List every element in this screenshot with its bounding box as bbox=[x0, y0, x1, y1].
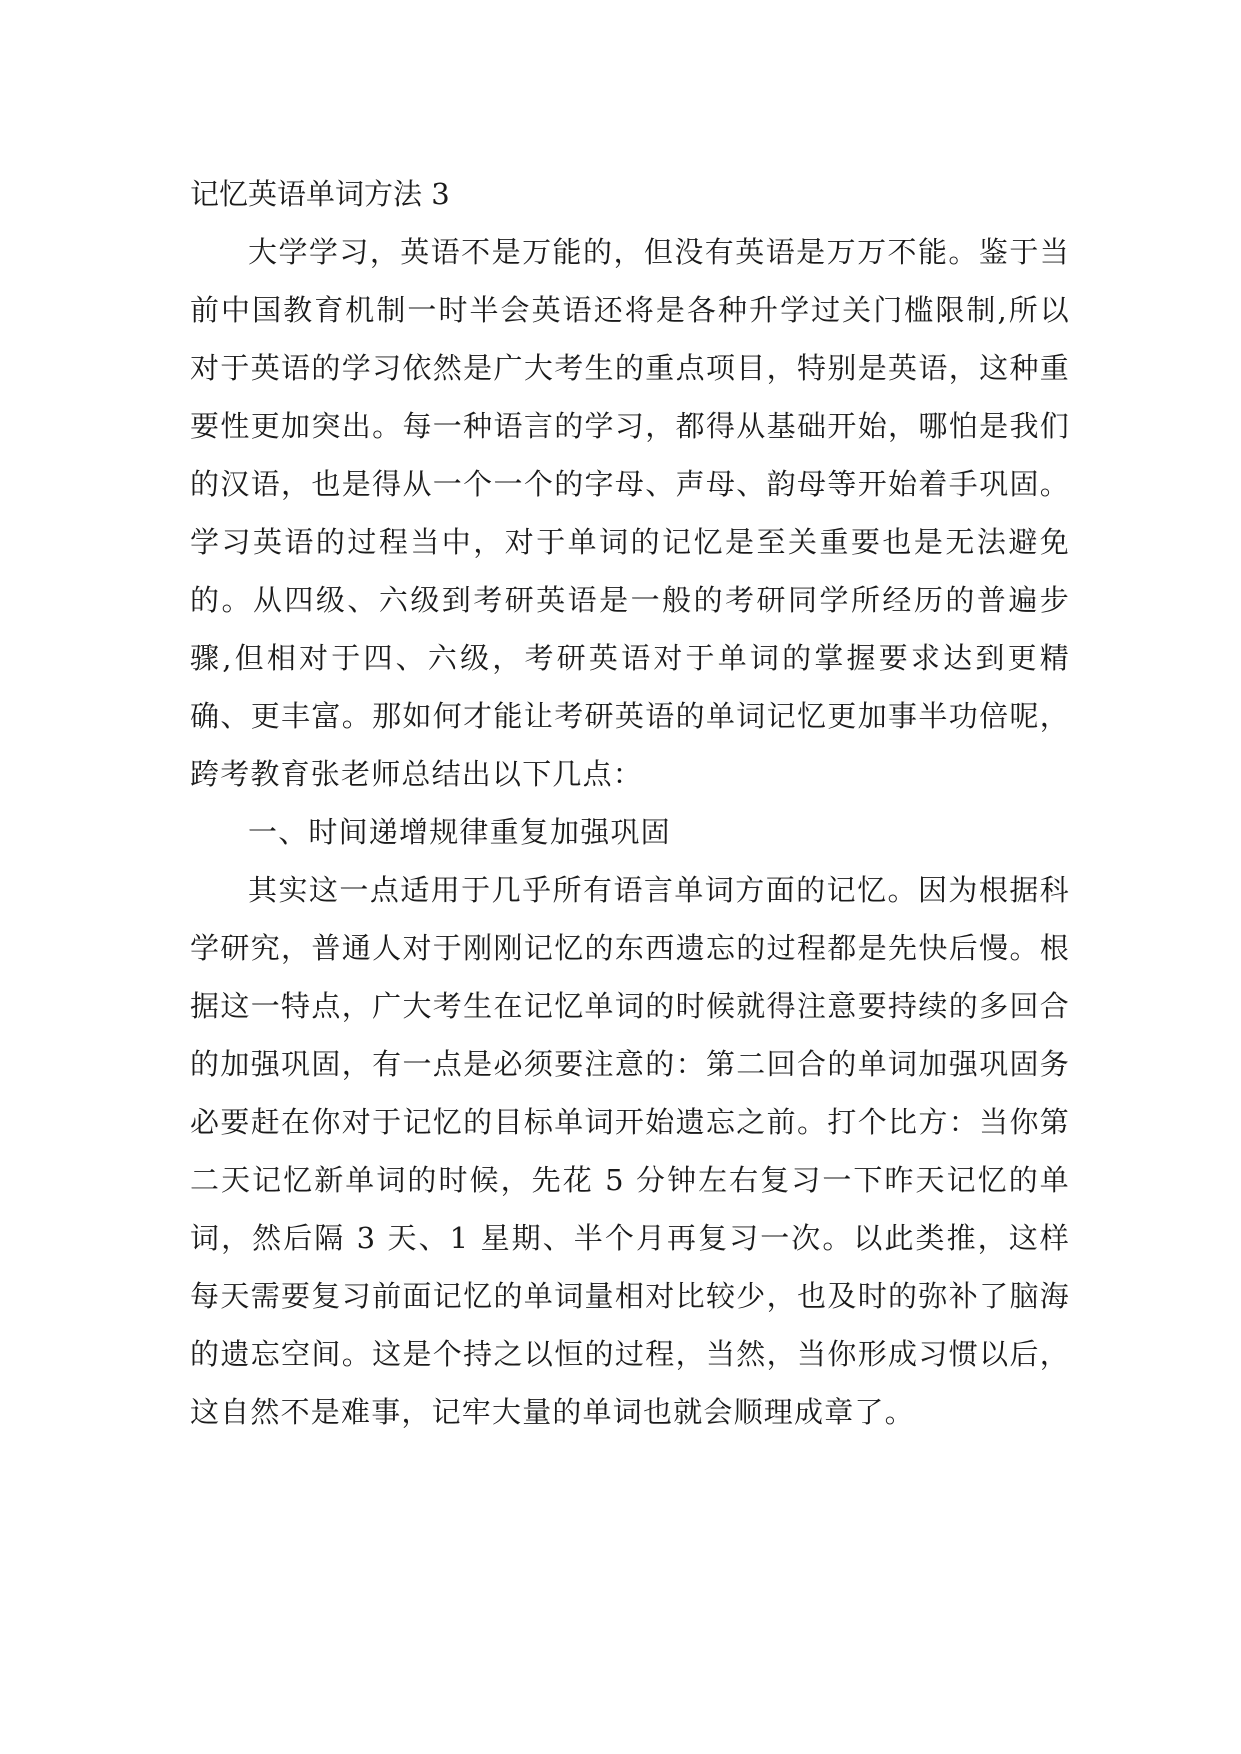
paragraph-intro: 大学学习，英语不是万能的，但没有英语是万万不能。鉴于当前中国教育机制一时半会英语还将是各种升学过关门槛限制,所以对于英语的学习依然是广大考生的重点项目，特别是英语，这种重要性更加突出。每一种语言的学习，都得从基础开始，哪怕是我们的汉语，也是得从一个一个的字母、声母、韵母等开始着手巩固。学习英语的过程当中，对于单词的记忆是至关重要也是无法避免的。从四级、六级到考研英语是一般的考研同学所经历的普遍步骤,但相对于四、六级，考研英语对于单词的掌握要求达到更精确、更丰富。那如何才能让考研英语的单词记忆更加事半功倍呢，跨考教育张老师总结出以下几点： bbox=[190, 235, 1070, 791]
document-body bbox=[190, 165, 1070, 1441]
section-heading: 一、时间递增规律重复加强巩固 bbox=[248, 815, 671, 849]
paragraph-method: 其实这一点适用于几乎所有语言单词方面的记忆。因为根据科学研究，普通人对于刚刚记忆的东西遗忘的过程都是先快后慢。根据这一特点，广大考生在记忆单词的时候就得注意要持续的多回合的加强巩固，有一点是必须要注意的：第二回合的单词加强巩固务必要赶在你对于记忆的目标单词开始遗忘之前。打个比方：当你第二天记忆新单词的时候，先花 5 分钟左右复习一下昨天记忆的单词，然后隔 3 天、1 星期、半个月再复习一次。以此类推，这样每天需要复习前面记忆的单词量相对比较少，也及时的弥补了脑海的遗忘空间。这是个持之以恒的过程，当然，当你形成习惯以后，这自然不是难事，记牢大量的单词也就会顺理成章了。 bbox=[190, 873, 1070, 1429]
document-title: 记忆英语单词方法 3 bbox=[190, 177, 450, 211]
